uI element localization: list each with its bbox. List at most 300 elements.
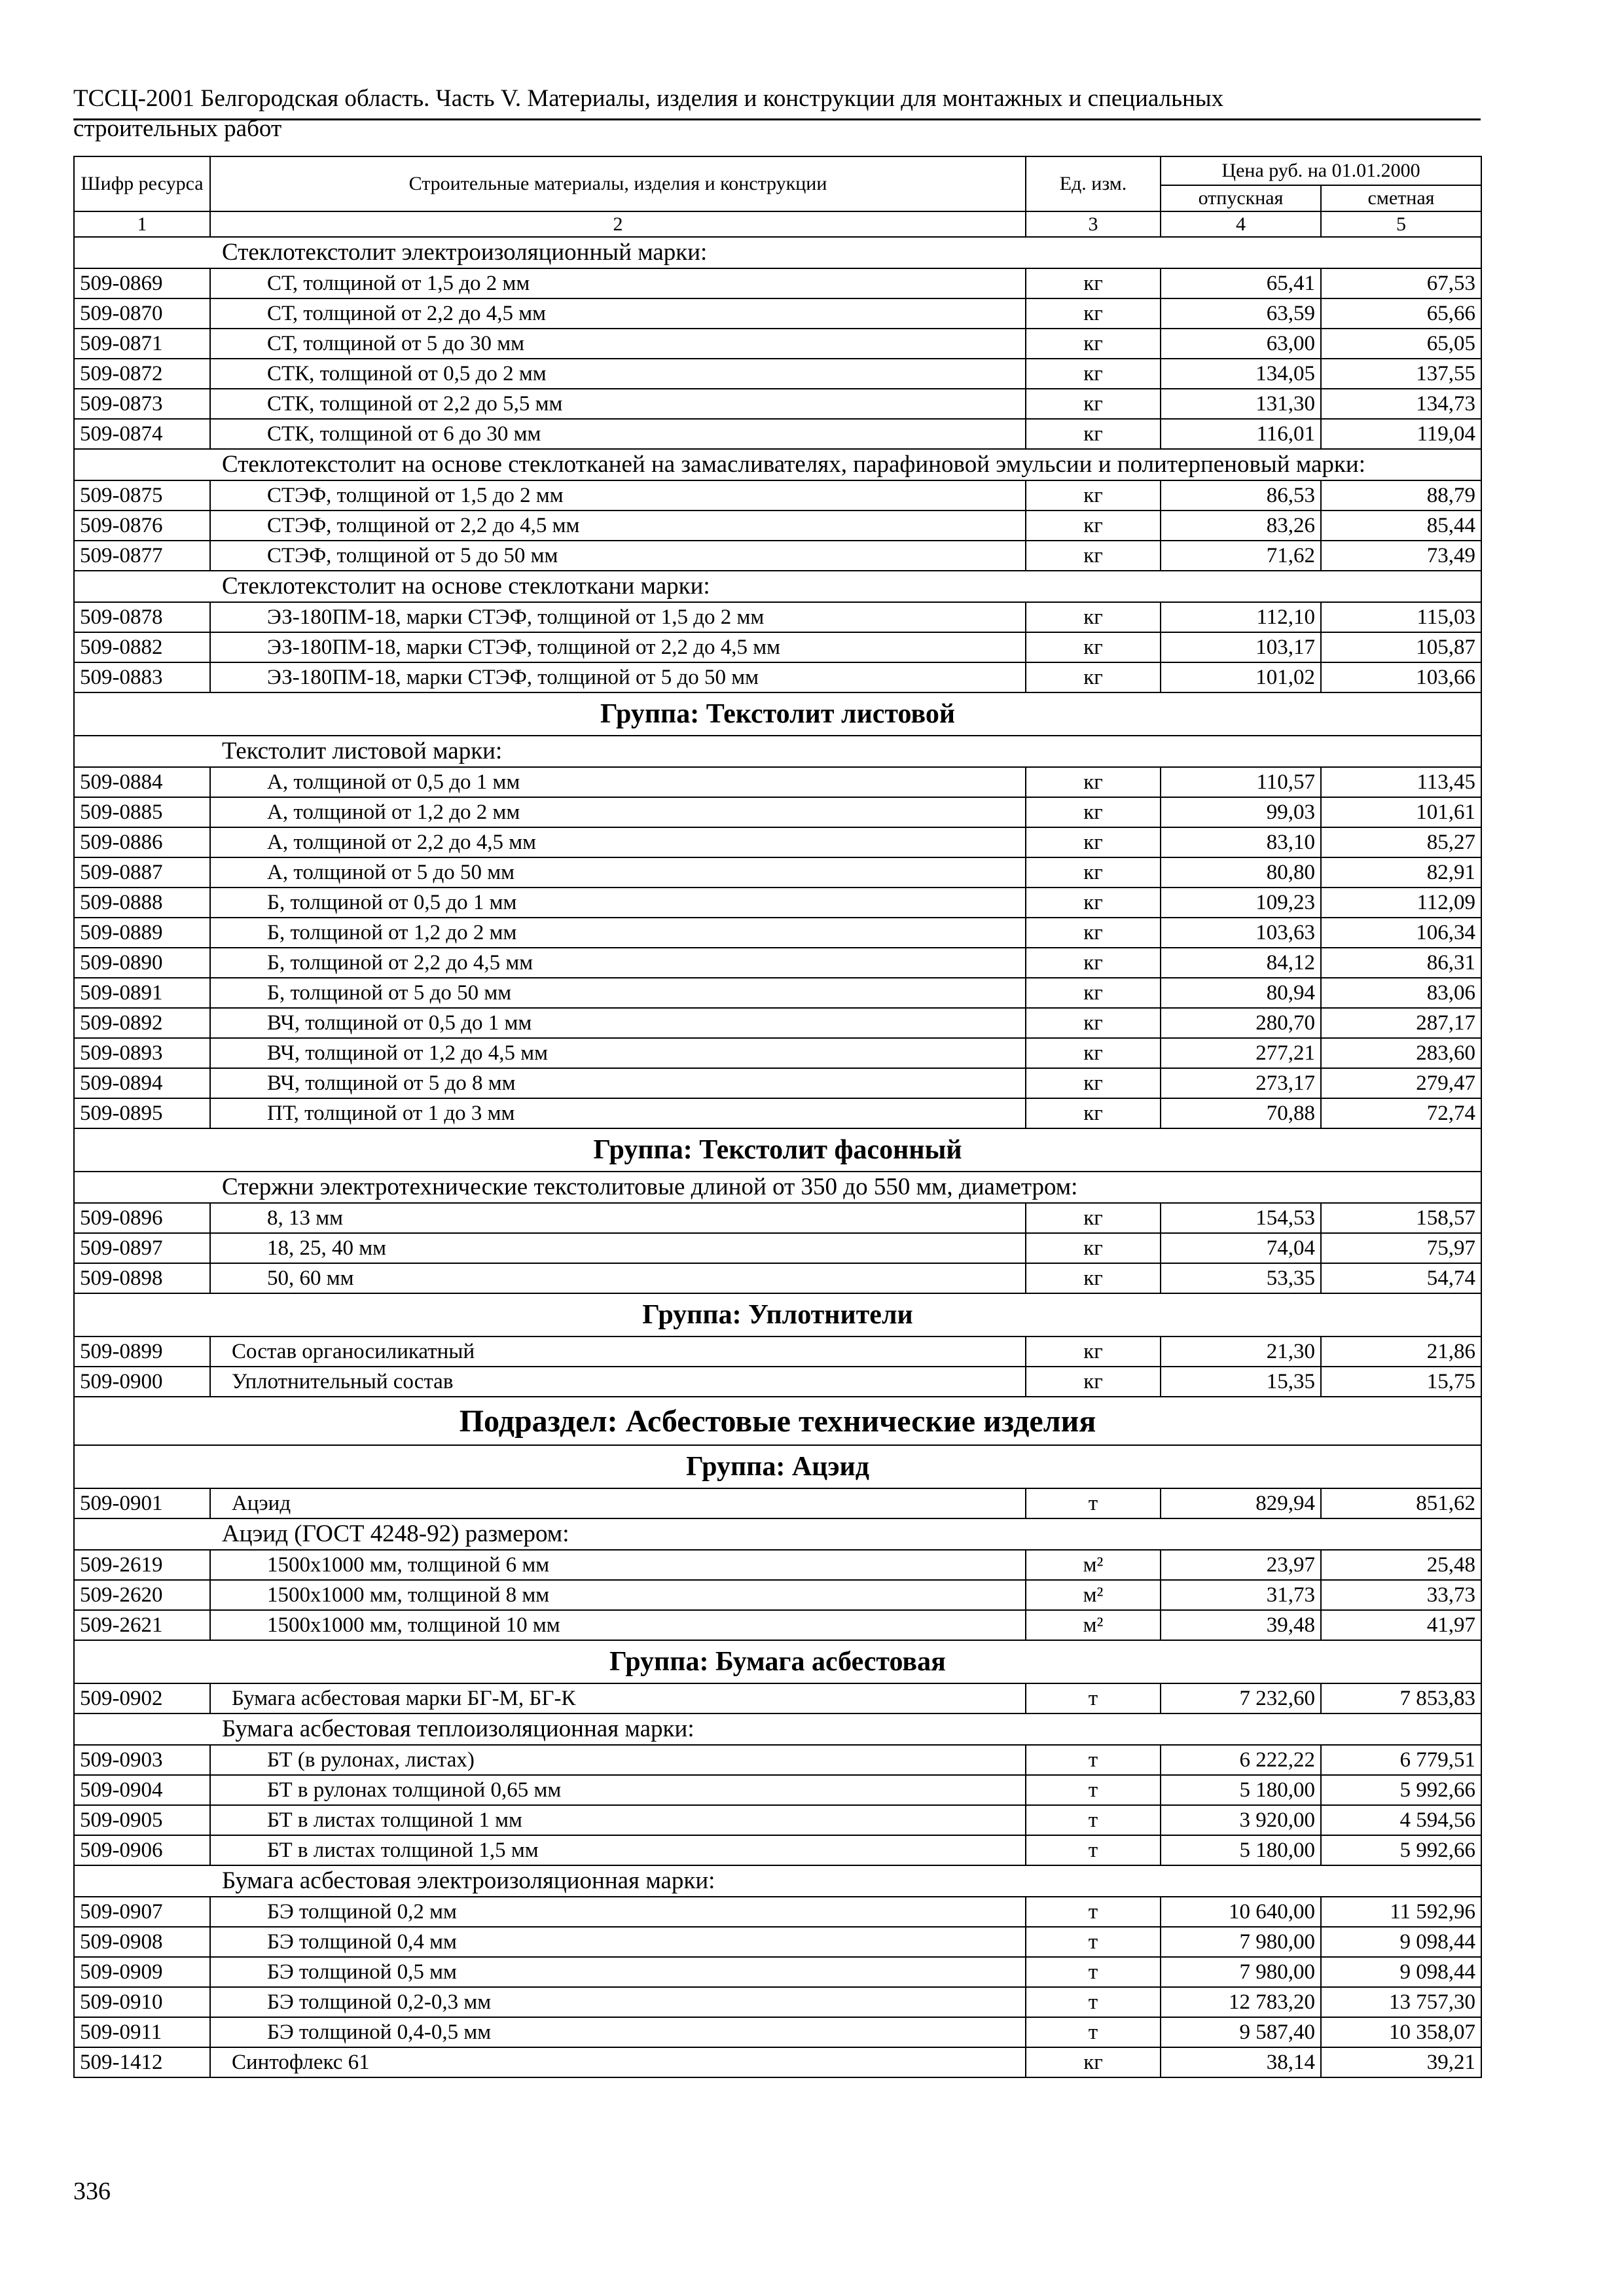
unit-of-measure: кг	[1026, 2047, 1161, 2077]
header-estimate-price: сметная	[1321, 185, 1481, 211]
material-name: БЭ толщиной 0,2-0,3 мм	[210, 1987, 1026, 2017]
estimate-price: 21,86	[1321, 1336, 1481, 1367]
material-name: БТ в листах толщиной 1,5 мм	[210, 1835, 1026, 1865]
column-number: 2	[210, 211, 1026, 237]
unit-of-measure: т	[1026, 1897, 1161, 1927]
resource-code: 509-0893	[74, 1038, 210, 1068]
table-row	[74, 1897, 1481, 1927]
group-heading-row	[74, 1445, 1481, 1488]
section-heading: Бумага асбестовая теплоизоляционная марки:	[74, 1713, 1481, 1745]
unit-of-measure: м²	[1026, 1550, 1161, 1580]
unit-of-measure: кг	[1026, 888, 1161, 918]
estimate-price: 106,34	[1321, 918, 1481, 948]
resource-code: 509-0891	[74, 978, 210, 1008]
estimate-price: 88,79	[1321, 480, 1481, 511]
release-price: 21,30	[1161, 1336, 1321, 1367]
unit-of-measure: т	[1026, 1927, 1161, 1957]
release-price: 101,02	[1161, 662, 1321, 692]
table-row	[74, 632, 1481, 662]
unit-of-measure: т	[1026, 1987, 1161, 2017]
resource-code: 509-0911	[74, 2017, 210, 2047]
section-heading: Стеклотекстолит электроизоляционный марки:	[74, 237, 1481, 268]
column-number-row	[74, 211, 1481, 237]
material-name: Синтофлекс 61	[210, 2047, 1026, 2077]
group-heading: Группа: Уплотнители	[74, 1293, 1481, 1336]
release-price: 3 920,00	[1161, 1805, 1321, 1835]
unit-of-measure: кг	[1026, 298, 1161, 329]
table-row	[74, 359, 1481, 389]
resource-code: 509-0883	[74, 662, 210, 692]
resource-code: 509-0885	[74, 797, 210, 827]
material-name: БТ в листах толщиной 1 мм	[210, 1805, 1026, 1835]
material-name: СТК, толщиной от 2,2 до 5,5 мм	[210, 389, 1026, 419]
material-name: ПТ, толщиной от 1 до 3 мм	[210, 1098, 1026, 1128]
estimate-price: 65,05	[1321, 329, 1481, 359]
resource-code: 509-0909	[74, 1957, 210, 1987]
release-price: 80,80	[1161, 857, 1321, 888]
estimate-price: 105,87	[1321, 632, 1481, 662]
unit-of-measure: кг	[1026, 948, 1161, 978]
resource-code: 509-0898	[74, 1263, 210, 1293]
table-row	[74, 329, 1481, 359]
release-price: 83,26	[1161, 511, 1321, 541]
table-row	[74, 1550, 1481, 1580]
release-price: 65,41	[1161, 268, 1321, 298]
material-name: 8, 13 мм	[210, 1203, 1026, 1233]
table-body	[74, 237, 1481, 2077]
release-price: 71,62	[1161, 541, 1321, 571]
unit-of-measure: кг	[1026, 1068, 1161, 1098]
table-row	[74, 1203, 1481, 1233]
release-price: 39,48	[1161, 1610, 1321, 1640]
subsection-heading: Подраздел: Асбестовые технические изделия	[74, 1397, 1481, 1445]
release-price: 116,01	[1161, 419, 1321, 449]
material-name: Ацэид	[210, 1488, 1026, 1518]
resource-code: 509-0888	[74, 888, 210, 918]
resource-code: 509-0874	[74, 419, 210, 449]
table-row	[74, 857, 1481, 888]
unit-of-measure: кг	[1026, 511, 1161, 541]
table-row	[74, 1957, 1481, 1987]
group-heading-row	[74, 1640, 1481, 1683]
resource-code: 509-0869	[74, 268, 210, 298]
unit-of-measure: кг	[1026, 602, 1161, 632]
resource-code: 509-0908	[74, 1927, 210, 1957]
section-heading-row	[74, 571, 1481, 602]
release-price: 112,10	[1161, 602, 1321, 632]
section-heading-row	[74, 1518, 1481, 1550]
estimate-price: 134,73	[1321, 389, 1481, 419]
resource-code: 509-0892	[74, 1008, 210, 1038]
material-name: 50, 60 мм	[210, 1263, 1026, 1293]
estimate-price: 15,75	[1321, 1367, 1481, 1397]
resource-code: 509-0900	[74, 1367, 210, 1397]
release-price: 103,63	[1161, 918, 1321, 948]
page-number: 336	[73, 2178, 111, 2205]
release-price: 74,04	[1161, 1233, 1321, 1263]
resource-code: 509-0910	[74, 1987, 210, 2017]
estimate-price: 65,66	[1321, 298, 1481, 329]
unit-of-measure: т	[1026, 1775, 1161, 1805]
material-name: 18, 25, 40 мм	[210, 1233, 1026, 1263]
table-row	[74, 978, 1481, 1008]
material-name: Бумага асбестовая марки БГ-М, БГ-К	[210, 1683, 1026, 1713]
estimate-price: 5 992,66	[1321, 1775, 1481, 1805]
table-row	[74, 827, 1481, 857]
resource-code: 509-0887	[74, 857, 210, 888]
section-heading: Бумага асбестовая электроизоляционная марки:	[74, 1865, 1481, 1897]
table-row	[74, 1336, 1481, 1367]
material-name: СТЭФ, толщиной от 2,2 до 4,5 мм	[210, 511, 1026, 541]
resource-code: 509-0890	[74, 948, 210, 978]
release-price: 10 640,00	[1161, 1897, 1321, 1927]
page-title-line1: ТССЦ-2001 Белгородская область. Часть V. Материалы, изделия и конструкции для монтажных и специальных	[73, 85, 1224, 112]
unit-of-measure: кг	[1026, 978, 1161, 1008]
estimate-price: 13 757,30	[1321, 1987, 1481, 2017]
release-price: 131,30	[1161, 389, 1321, 419]
resource-code: 509-2620	[74, 1580, 210, 1610]
estimate-price: 86,31	[1321, 948, 1481, 978]
section-heading: Текстолит листовой марки:	[74, 736, 1481, 767]
resource-code: 509-2621	[74, 1610, 210, 1640]
group-heading: Группа: Бумага асбестовая	[74, 1640, 1481, 1683]
resource-code: 509-0902	[74, 1683, 210, 1713]
group-heading-row	[74, 1293, 1481, 1336]
material-name: Б, толщиной от 1,2 до 2 мм	[210, 918, 1026, 948]
section-heading: Стеклотекстолит на основе стеклотканей на замасливателях, парафиновой эмульсии и политерпеновый марки:	[74, 449, 1481, 480]
release-price: 70,88	[1161, 1098, 1321, 1128]
table-row	[74, 1805, 1481, 1835]
table-row	[74, 602, 1481, 632]
unit-of-measure: кг	[1026, 1008, 1161, 1038]
estimate-price: 83,06	[1321, 978, 1481, 1008]
group-heading-row	[74, 1128, 1481, 1172]
header-code: Шифр ресурса	[74, 156, 210, 211]
section-heading: Стержни электротехнические текстолитовые длиной от 350 до 550 мм, диаметром:	[74, 1172, 1481, 1203]
release-price: 84,12	[1161, 948, 1321, 978]
estimate-price: 54,74	[1321, 1263, 1481, 1293]
release-price: 5 180,00	[1161, 1775, 1321, 1805]
table-row	[74, 1263, 1481, 1293]
table-row	[74, 797, 1481, 827]
material-name: А, толщиной от 2,2 до 4,5 мм	[210, 827, 1026, 857]
estimate-price: 39,21	[1321, 2047, 1481, 2077]
table-row	[74, 662, 1481, 692]
release-price: 154,53	[1161, 1203, 1321, 1233]
estimate-price: 9 098,44	[1321, 1927, 1481, 1957]
table-row	[74, 1098, 1481, 1128]
unit-of-measure: т	[1026, 1957, 1161, 1987]
table-row	[74, 511, 1481, 541]
unit-of-measure: кг	[1026, 767, 1161, 797]
unit-of-measure: т	[1026, 2017, 1161, 2047]
section-heading-row	[74, 449, 1481, 480]
resource-code: 509-0905	[74, 1805, 210, 1835]
section-heading-row	[74, 1865, 1481, 1897]
material-name: Состав органосиликатный	[210, 1336, 1026, 1367]
release-price: 7 232,60	[1161, 1683, 1321, 1713]
resource-code: 509-0895	[74, 1098, 210, 1128]
material-name: ВЧ, толщиной от 5 до 8 мм	[210, 1068, 1026, 1098]
unit-of-measure: т	[1026, 1488, 1161, 1518]
release-price: 38,14	[1161, 2047, 1321, 2077]
material-name: ЭЗ-180ПМ-18, марки СТЭФ, толщиной от 2,2 до 4,5 мм	[210, 632, 1026, 662]
resource-code: 509-0876	[74, 511, 210, 541]
table-row	[74, 268, 1481, 298]
section-heading: Ацэид (ГОСТ 4248-92) размером:	[74, 1518, 1481, 1550]
unit-of-measure: м²	[1026, 1610, 1161, 1640]
unit-of-measure: кг	[1026, 1367, 1161, 1397]
estimate-price: 85,27	[1321, 827, 1481, 857]
release-price: 6 222,22	[1161, 1745, 1321, 1775]
unit-of-measure: т	[1026, 1745, 1161, 1775]
resource-code: 509-0875	[74, 480, 210, 511]
table-row	[74, 1580, 1481, 1610]
estimate-price: 119,04	[1321, 419, 1481, 449]
table-row	[74, 1745, 1481, 1775]
estimate-price: 287,17	[1321, 1008, 1481, 1038]
table-row	[74, 1038, 1481, 1068]
estimate-price: 73,49	[1321, 541, 1481, 571]
estimate-price: 279,47	[1321, 1068, 1481, 1098]
table-row	[74, 918, 1481, 948]
table-row	[74, 1488, 1481, 1518]
material-name: Б, толщиной от 0,5 до 1 мм	[210, 888, 1026, 918]
table-row	[74, 1927, 1481, 1957]
estimate-price: 851,62	[1321, 1488, 1481, 1518]
resource-code: 509-0904	[74, 1775, 210, 1805]
material-name: БЭ толщиной 0,4-0,5 мм	[210, 2017, 1026, 2047]
table-row	[74, 389, 1481, 419]
material-name: БТ (в рулонах, листах)	[210, 1745, 1026, 1775]
column-number: 4	[1161, 211, 1321, 237]
group-heading: Группа: Текстолит фасонный	[74, 1128, 1481, 1172]
release-price: 80,94	[1161, 978, 1321, 1008]
table-row	[74, 948, 1481, 978]
material-name: ВЧ, толщиной от 0,5 до 1 мм	[210, 1008, 1026, 1038]
unit-of-measure: кг	[1026, 329, 1161, 359]
resource-code: 509-1412	[74, 2047, 210, 2077]
material-name: СТК, толщиной от 6 до 30 мм	[210, 419, 1026, 449]
release-price: 273,17	[1161, 1068, 1321, 1098]
release-price: 103,17	[1161, 632, 1321, 662]
resource-code: 509-0873	[74, 389, 210, 419]
release-price: 23,97	[1161, 1550, 1321, 1580]
resource-code: 509-0907	[74, 1897, 210, 1927]
estimate-price: 101,61	[1321, 797, 1481, 827]
resource-code: 509-0903	[74, 1745, 210, 1775]
material-name: А, толщиной от 1,2 до 2 мм	[210, 797, 1026, 827]
unit-of-measure: кг	[1026, 480, 1161, 511]
material-name: СТ, толщиной от 2,2 до 4,5 мм	[210, 298, 1026, 329]
unit-of-measure: кг	[1026, 632, 1161, 662]
unit-of-measure: кг	[1026, 268, 1161, 298]
column-number: 3	[1026, 211, 1161, 237]
group-heading: Группа: Текстолит листовой	[74, 692, 1481, 736]
table-row	[74, 480, 1481, 511]
unit-of-measure: кг	[1026, 419, 1161, 449]
header-price: Цена руб. на 01.01.2000	[1161, 156, 1481, 185]
release-price: 134,05	[1161, 359, 1321, 389]
table-row	[74, 1068, 1481, 1098]
material-name: БЭ толщиной 0,2 мм	[210, 1897, 1026, 1927]
material-name: А, толщиной от 5 до 50 мм	[210, 857, 1026, 888]
resource-code: 509-0877	[74, 541, 210, 571]
unit-of-measure: кг	[1026, 1098, 1161, 1128]
estimate-price: 103,66	[1321, 662, 1481, 692]
unit-of-measure: кг	[1026, 1038, 1161, 1068]
section-heading-row	[74, 237, 1481, 268]
resource-code: 509-0899	[74, 1336, 210, 1367]
estimate-price: 115,03	[1321, 602, 1481, 632]
table-row	[74, 1835, 1481, 1865]
unit-of-measure: т	[1026, 1805, 1161, 1835]
section-heading-row	[74, 736, 1481, 767]
unit-of-measure: кг	[1026, 1336, 1161, 1367]
group-heading-row	[74, 692, 1481, 736]
estimate-price: 137,55	[1321, 359, 1481, 389]
table-row	[74, 1987, 1481, 2017]
estimate-price: 41,97	[1321, 1610, 1481, 1640]
release-price: 83,10	[1161, 827, 1321, 857]
column-number: 1	[74, 211, 210, 237]
title-underline	[73, 118, 1481, 120]
unit-of-measure: кг	[1026, 857, 1161, 888]
unit-of-measure: кг	[1026, 1263, 1161, 1293]
unit-of-measure: кг	[1026, 389, 1161, 419]
material-name: 1500х1000 мм, толщиной 10 мм	[210, 1610, 1026, 1640]
material-name: СТ, толщиной от 5 до 30 мм	[210, 329, 1026, 359]
release-price: 7 980,00	[1161, 1927, 1321, 1957]
table-row	[74, 298, 1481, 329]
release-price: 277,21	[1161, 1038, 1321, 1068]
material-name: ЭЗ-180ПМ-18, марки СТЭФ, толщиной от 1,5 до 2 мм	[210, 602, 1026, 632]
estimate-price: 25,48	[1321, 1550, 1481, 1580]
column-number: 5	[1321, 211, 1481, 237]
estimate-price: 4 594,56	[1321, 1805, 1481, 1835]
table-row	[74, 767, 1481, 797]
resource-code: 509-0871	[74, 329, 210, 359]
page-title	[73, 84, 1481, 144]
section-heading-row	[74, 1713, 1481, 1745]
estimate-price: 9 098,44	[1321, 1957, 1481, 1987]
estimate-price: 72,74	[1321, 1098, 1481, 1128]
subsection-heading-row	[74, 1397, 1481, 1445]
estimate-price: 82,91	[1321, 857, 1481, 888]
estimate-price: 67,53	[1321, 268, 1481, 298]
header-release-price: отпускная	[1161, 185, 1321, 211]
table-row	[74, 1008, 1481, 1038]
material-name: СТ, толщиной от 1,5 до 2 мм	[210, 268, 1026, 298]
material-name: СТЭФ, толщиной от 1,5 до 2 мм	[210, 480, 1026, 511]
unit-of-measure: кг	[1026, 359, 1161, 389]
unit-of-measure: т	[1026, 1683, 1161, 1713]
resource-code: 509-0870	[74, 298, 210, 329]
unit-of-measure: кг	[1026, 827, 1161, 857]
unit-of-measure: кг	[1026, 541, 1161, 571]
release-price: 86,53	[1161, 480, 1321, 511]
release-price: 109,23	[1161, 888, 1321, 918]
table-row	[74, 541, 1481, 571]
material-name: СТЭФ, толщиной от 5 до 50 мм	[210, 541, 1026, 571]
table-row	[74, 419, 1481, 449]
material-name: А, толщиной от 0,5 до 1 мм	[210, 767, 1026, 797]
unit-of-measure: т	[1026, 1835, 1161, 1865]
estimate-price: 5 992,66	[1321, 1835, 1481, 1865]
material-name: ВЧ, толщиной от 1,2 до 4,5 мм	[210, 1038, 1026, 1068]
estimate-price: 75,97	[1321, 1233, 1481, 1263]
release-price: 280,70	[1161, 1008, 1321, 1038]
unit-of-measure: кг	[1026, 1203, 1161, 1233]
resource-code: 509-2619	[74, 1550, 210, 1580]
table-row	[74, 2017, 1481, 2047]
page-title-line2: строительных работ	[73, 115, 282, 142]
material-name: БТ в рулонах толщиной 0,65 мм	[210, 1775, 1026, 1805]
resource-code: 509-0906	[74, 1835, 210, 1865]
material-name: БЭ толщиной 0,5 мм	[210, 1957, 1026, 1987]
section-heading: Стеклотекстолит на основе стеклоткани марки:	[74, 571, 1481, 602]
release-price: 31,73	[1161, 1580, 1321, 1610]
release-price: 53,35	[1161, 1263, 1321, 1293]
resource-code: 509-0896	[74, 1203, 210, 1233]
table-row	[74, 1683, 1481, 1713]
release-price: 9 587,40	[1161, 2017, 1321, 2047]
resource-code: 509-0886	[74, 827, 210, 857]
resource-code: 509-0894	[74, 1068, 210, 1098]
header-name: Строительные материалы, изделия и конструкции	[210, 156, 1026, 211]
material-name: Б, толщиной от 5 до 50 мм	[210, 978, 1026, 1008]
table-row	[74, 1775, 1481, 1805]
group-heading: Группа: Ацэид	[74, 1445, 1481, 1488]
release-price: 5 180,00	[1161, 1835, 1321, 1865]
table-row	[74, 1367, 1481, 1397]
table-row	[74, 888, 1481, 918]
table-row	[74, 2047, 1481, 2077]
material-name: Уплотнительный состав	[210, 1367, 1026, 1397]
unit-of-measure: кг	[1026, 1233, 1161, 1263]
resource-code: 509-0884	[74, 767, 210, 797]
resource-code: 509-0897	[74, 1233, 210, 1263]
estimate-price: 113,45	[1321, 767, 1481, 797]
estimate-price: 6 779,51	[1321, 1745, 1481, 1775]
table-row	[74, 1610, 1481, 1640]
unit-of-measure: кг	[1026, 918, 1161, 948]
release-price: 12 783,20	[1161, 1987, 1321, 2017]
unit-of-measure: кг	[1026, 797, 1161, 827]
material-name: 1500х1000 мм, толщиной 6 мм	[210, 1550, 1026, 1580]
resource-code: 509-0889	[74, 918, 210, 948]
section-heading-row	[74, 1172, 1481, 1203]
release-price: 99,03	[1161, 797, 1321, 827]
material-name: БЭ толщиной 0,4 мм	[210, 1927, 1026, 1957]
estimate-price: 7 853,83	[1321, 1683, 1481, 1713]
unit-of-measure: м²	[1026, 1580, 1161, 1610]
release-price: 63,59	[1161, 298, 1321, 329]
estimate-price: 112,09	[1321, 888, 1481, 918]
table-header-row	[74, 156, 1481, 185]
material-name: 1500х1000 мм, толщиной 8 мм	[210, 1580, 1026, 1610]
estimate-price: 283,60	[1321, 1038, 1481, 1068]
unit-of-measure: кг	[1026, 662, 1161, 692]
estimate-price: 11 592,96	[1321, 1897, 1481, 1927]
resource-code: 509-0878	[74, 602, 210, 632]
estimate-price: 10 358,07	[1321, 2017, 1481, 2047]
release-price: 110,57	[1161, 767, 1321, 797]
material-name: СТК, толщиной от 0,5 до 2 мм	[210, 359, 1026, 389]
release-price: 15,35	[1161, 1367, 1321, 1397]
estimate-price: 33,73	[1321, 1580, 1481, 1610]
release-price: 829,94	[1161, 1488, 1321, 1518]
